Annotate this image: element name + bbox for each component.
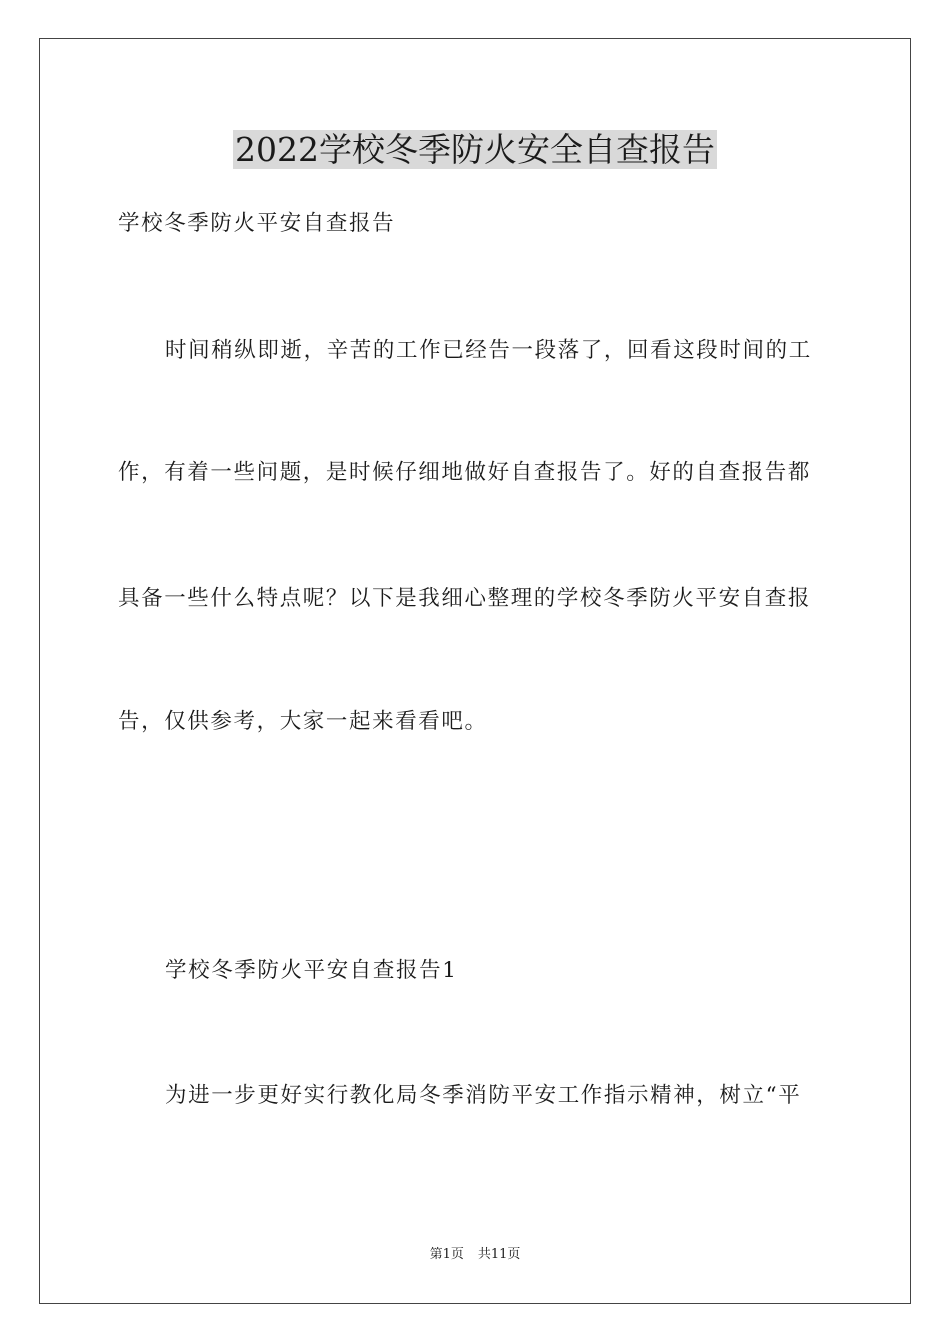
document-title — [0, 128, 950, 172]
section-first-line: 为进一步更好实行教化局冬季消防平安工作指示精神，树立“平 — [165, 1083, 802, 1108]
paragraph-line-4: 告，仅供参考，大家一起来看看吧。 — [118, 709, 488, 734]
document-title-text: 2022学校冬季防火安全自查报告 — [235, 130, 715, 169]
page-number: 第1页 — [429, 1247, 464, 1262]
document-subtitle: 学校冬季防火平安自查报告 — [118, 211, 396, 236]
section-heading: 学校冬季防火平安自查报告1 — [165, 958, 458, 983]
paragraph-line-3: 具备一些什么特点呢？以下是我细心整理的学校冬季防火平安自查报 — [118, 586, 812, 611]
paragraph-line-1: 时间稍纵即逝，辛苦的工作已经告一段落了，回看这段时间的工 — [165, 338, 812, 363]
page-total: 共11页 — [477, 1247, 521, 1262]
page-footer — [0, 1246, 950, 1264]
paragraph-line-2: 作，有着一些问题，是时候仔细地做好自查报告了。好的自查报告都 — [118, 460, 812, 485]
